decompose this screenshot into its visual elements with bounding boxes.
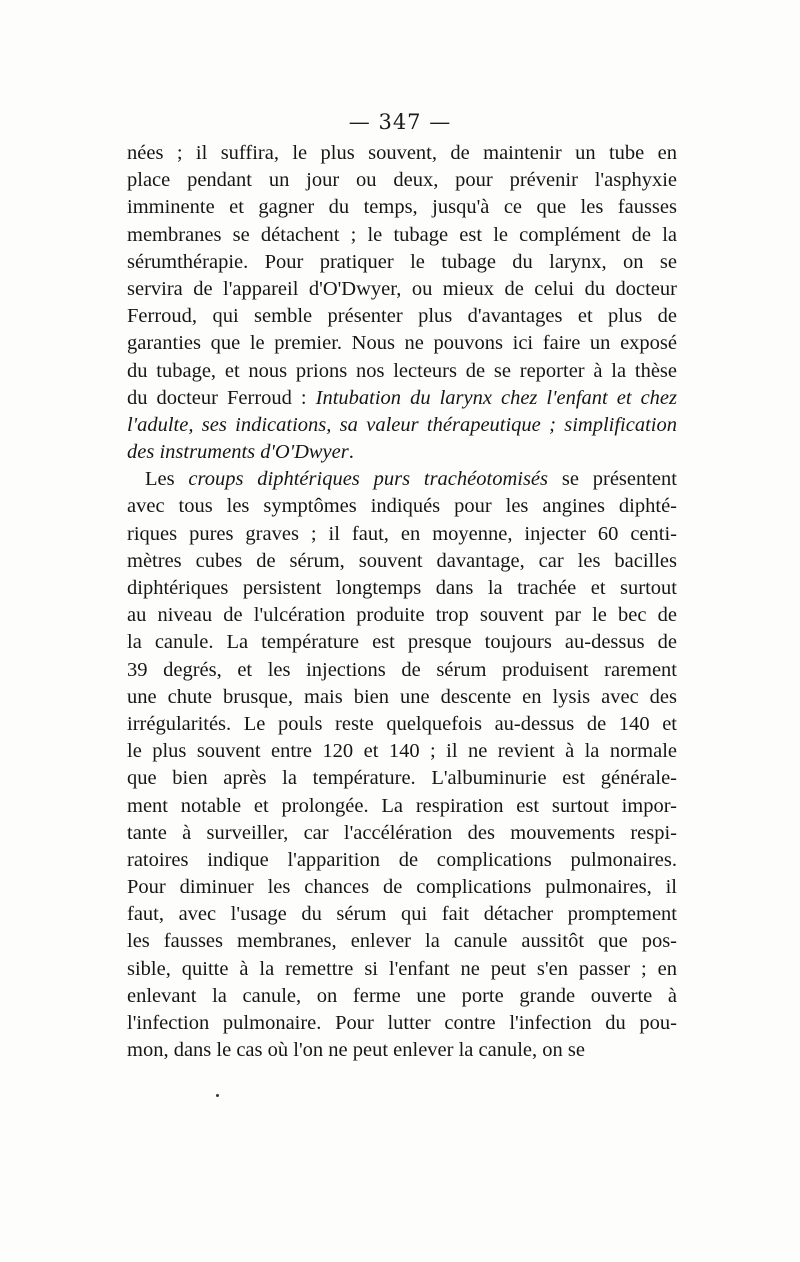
text-line xyxy=(127,765,677,792)
line-text: ratoires indique l'apparition de complications pulmonaires. xyxy=(127,848,677,871)
text-line xyxy=(127,385,677,412)
line-text: une chute brusque, mais bien une descente en lysis avec des xyxy=(127,685,677,708)
text-line xyxy=(127,412,677,439)
line-text: place pendant un jour ou deux, pour prévenir l'asphyxie xyxy=(127,169,677,192)
line-text: Les xyxy=(145,468,189,491)
text-line xyxy=(127,521,677,548)
text-line xyxy=(127,548,677,575)
text-line xyxy=(127,657,677,684)
paragraph-tubage xyxy=(127,140,677,466)
line-text: mon, dans le cas où l'on ne peut enlever la canule, on se xyxy=(127,1039,585,1062)
italic-text: Intubation du larynx chez l'enfant et chez xyxy=(315,386,677,409)
line-text: membranes se détachent ; le tubage est le complément de la xyxy=(127,223,677,246)
italic-text: des instruments d'O'Dwyer xyxy=(127,441,349,464)
text-line xyxy=(127,303,677,330)
print-speck xyxy=(216,1094,219,1097)
text-line xyxy=(127,222,677,249)
line-text: 39 degrés, et les injections de sérum produisent rarement xyxy=(127,658,677,681)
text-line xyxy=(127,140,677,167)
line-text: ment notable et prolongée. La respiration est surtout impor- xyxy=(127,794,677,817)
line-text: Pour diminuer les chances de complications pulmonaires, il xyxy=(127,876,677,899)
text-line xyxy=(127,602,677,629)
line-text: les fausses membranes, enlever la canule aussitôt que pos- xyxy=(127,930,677,953)
line-text: enlevant la canule, on ferme une porte grande ouverte à xyxy=(127,984,677,1007)
text-line xyxy=(127,874,677,901)
text-line xyxy=(127,629,677,656)
text-line xyxy=(127,167,677,194)
line-text: sible, quitte à la remettre si l'enfant ne peut s'en passer ; en xyxy=(127,957,677,980)
text-line xyxy=(127,358,677,385)
line-text: diphtériques persistent longtemps dans la trachée et surtout xyxy=(127,577,677,599)
text-line xyxy=(127,493,677,520)
line-text: tante à surveiller, car l'accélération des mouvements respi- xyxy=(127,821,677,844)
line-text: riques pures graves ; il faut, en moyenne, injecter 60 centi- xyxy=(127,522,677,545)
line-text: le plus souvent entre 120 et 140 ; il ne revient à la normale xyxy=(127,740,677,763)
text-line xyxy=(127,847,677,874)
text-line xyxy=(127,901,677,928)
italic-text: croups diphtériques purs trachéotomisés xyxy=(188,468,549,491)
line-text: servira de l'appareil d'O'Dwyer, ou mieux de celui du docteur xyxy=(127,277,677,300)
text-line xyxy=(127,738,677,765)
text-line xyxy=(127,684,677,711)
text-line xyxy=(127,711,677,738)
paragraph-croups xyxy=(127,466,677,1064)
line-text: que bien après la température. L'albuminurie est générale- xyxy=(127,767,677,790)
body-text xyxy=(127,140,677,1064)
text-line xyxy=(127,983,677,1010)
text-line xyxy=(127,1037,677,1064)
text-line xyxy=(127,466,677,493)
text-line xyxy=(127,276,677,303)
line-text: nées ; il suffira, le plus souvent, de maintenir un tube en xyxy=(127,142,677,164)
line-text: du docteur Ferroud : xyxy=(127,386,316,409)
text-line xyxy=(127,194,677,221)
text-line xyxy=(127,956,677,983)
text-line xyxy=(127,1010,677,1037)
line-text: la canule. La température est presque toujours au-dessus de xyxy=(127,631,677,654)
line-text: imminente et gagner du temps, jusqu'à ce que les fausses xyxy=(127,196,677,219)
line-text: Ferroud, qui semble présenter plus d'avantages et plus de xyxy=(127,305,677,328)
line-text: du tubage, et nous prions nos lecteurs de se reporter à la thèse xyxy=(127,359,677,382)
page-number: — 347 — xyxy=(348,110,452,134)
italic-text: l'adulte, ses indications, sa valeur thérapeutique ; simplification xyxy=(127,413,677,436)
text-line xyxy=(127,820,677,847)
line-text: irrégularités. Le pouls reste quelquefois au-dessus de 140 et xyxy=(127,712,677,735)
line-text: au niveau de l'ulcération produite trop souvent par le bec de xyxy=(127,604,677,627)
line-text: garanties que le premier. Nous ne pouvons ici faire un exposé xyxy=(127,332,677,355)
line-text: l'infection pulmonaire. Pour lutter contre l'infection du pou- xyxy=(127,1012,677,1034)
line-text: . xyxy=(348,441,354,464)
line-text: avec tous les symptômes indiqués pour les angines diphté- xyxy=(127,495,677,518)
text-line xyxy=(127,575,677,602)
line-text: se présentent xyxy=(548,468,677,491)
text-line xyxy=(127,793,677,820)
text-line xyxy=(127,330,677,357)
text-line xyxy=(127,439,677,466)
line-text: mètres cubes de sérum, souvent davantage, car les bacilles xyxy=(127,549,677,572)
text-line xyxy=(127,928,677,955)
line-text: faut, avec l'usage du sérum qui fait détacher promptement xyxy=(127,903,677,926)
text-line xyxy=(127,249,677,276)
line-text: sérumthérapie. Pour pratiquer le tubage du larynx, on se xyxy=(127,250,677,273)
